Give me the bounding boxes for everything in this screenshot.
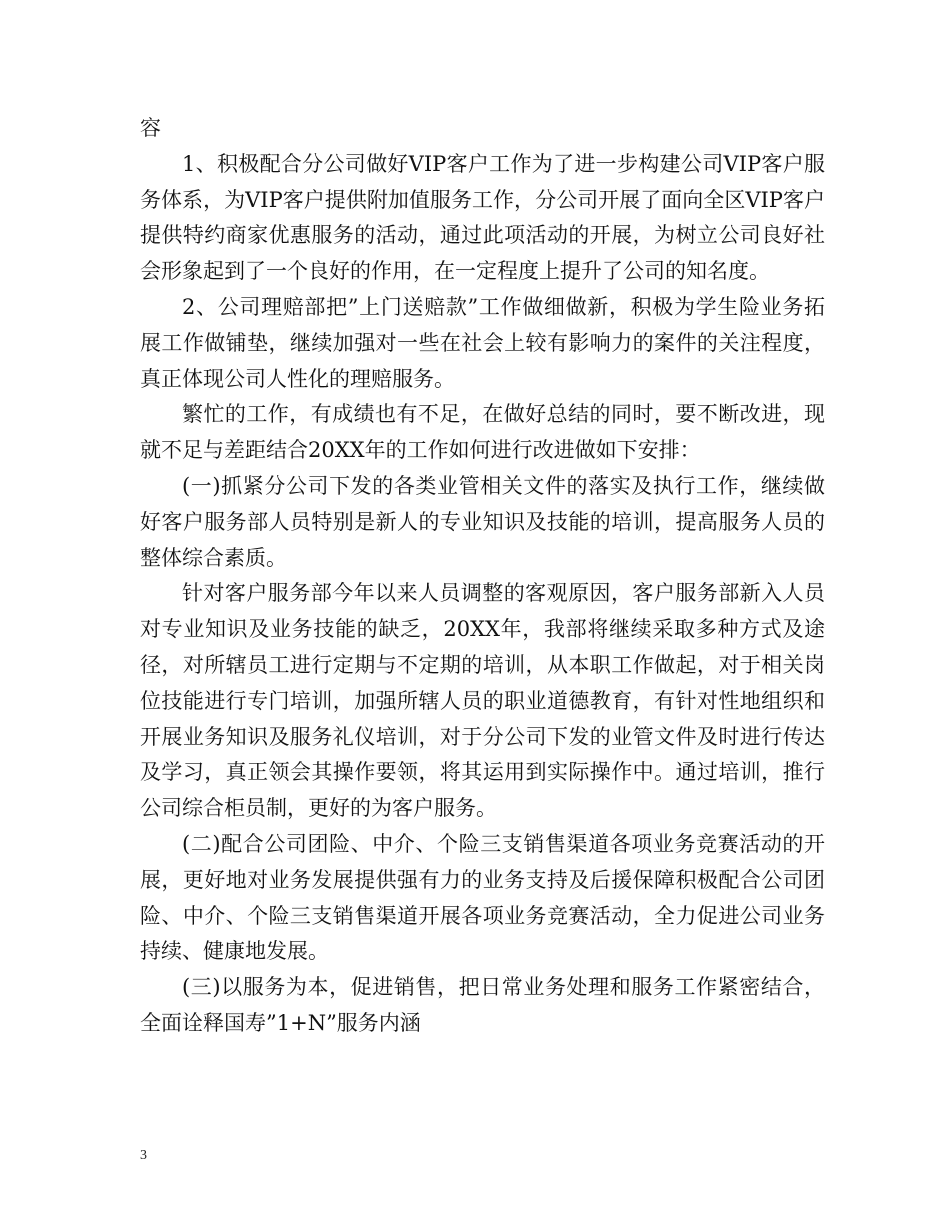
page-number: 3 <box>140 1148 147 1163</box>
paragraph-item-one: (一)抓紧分公司下发的各类业管相关文件的落实及执行工作，继续做好客户服务部人员特别是新人的专业知识及技能的培训，提高服务人员的整体综合素质。 <box>140 473 825 570</box>
paragraph-claims-service: 2、公司理赔部把”上门送赔款”工作做细做新，积极为学生险业务拓展工作做铺垫，继续加强对一些在社会上较有影响力的案件的关注程度，真正体现公司人性化的理赔服务。 <box>140 294 825 391</box>
paragraph-item-three: (三)以服务为本，促进销售，把日常业务处理和服务工作紧密结合，全面诠释国寿”1+N”服务内涵 <box>140 975 825 1035</box>
paragraph-item-two: (二)配合公司团险、中介、个险三支销售渠道各项业务竞赛活动的开展，更好地对业务发展提供强有力的业务支持及后援保障积极配合公司团险、中介、个险三支销售渠道开展各项业务竞赛活动，全力促进公司业务持续、健康地发展。 <box>140 831 825 964</box>
document-body <box>140 111 825 1042</box>
paragraph-training-plan: 针对客户服务部今年以来人员调整的客观原因，客户服务部新入人员对专业知识及业务技能的缺乏，20XX年，我部将继续采取多种方式及途径，对所辖员工进行定期与不定期的培训，从本职工作做起，对于相关岗位技能进行专门培训，加强所辖人员的职业道德教育，有针对性地组织和开展业务知识及服务礼仪培训，对于分公司下发的业管文件及时进行传达及学习，真正领会其操作要领，将其运用到实际操作中。通过培训，推行公司综合柜员制，更好的为客户服务。 <box>140 581 825 821</box>
paragraph-vip-service: 1、积极配合分公司做好VIP客户工作为了进一步构建公司VIP客户服务体系，为VIP客户提供附加值服务工作，分公司开展了面向全区VIP客户提供特约商家优惠服务的活动，通过此项活动的开展，为树立公司良好社会形象起到了一个良好的作用，在一定程度上提升了公司的知名度。 <box>140 151 825 284</box>
paragraph-continuation: 容 <box>140 116 161 140</box>
paragraph-improvement-intro: 繁忙的工作，有成绩也有不足，在做好总结的同时，要不断改进，现就不足与差距结合20XX年的工作如何进行改进做如下安排： <box>140 402 825 463</box>
